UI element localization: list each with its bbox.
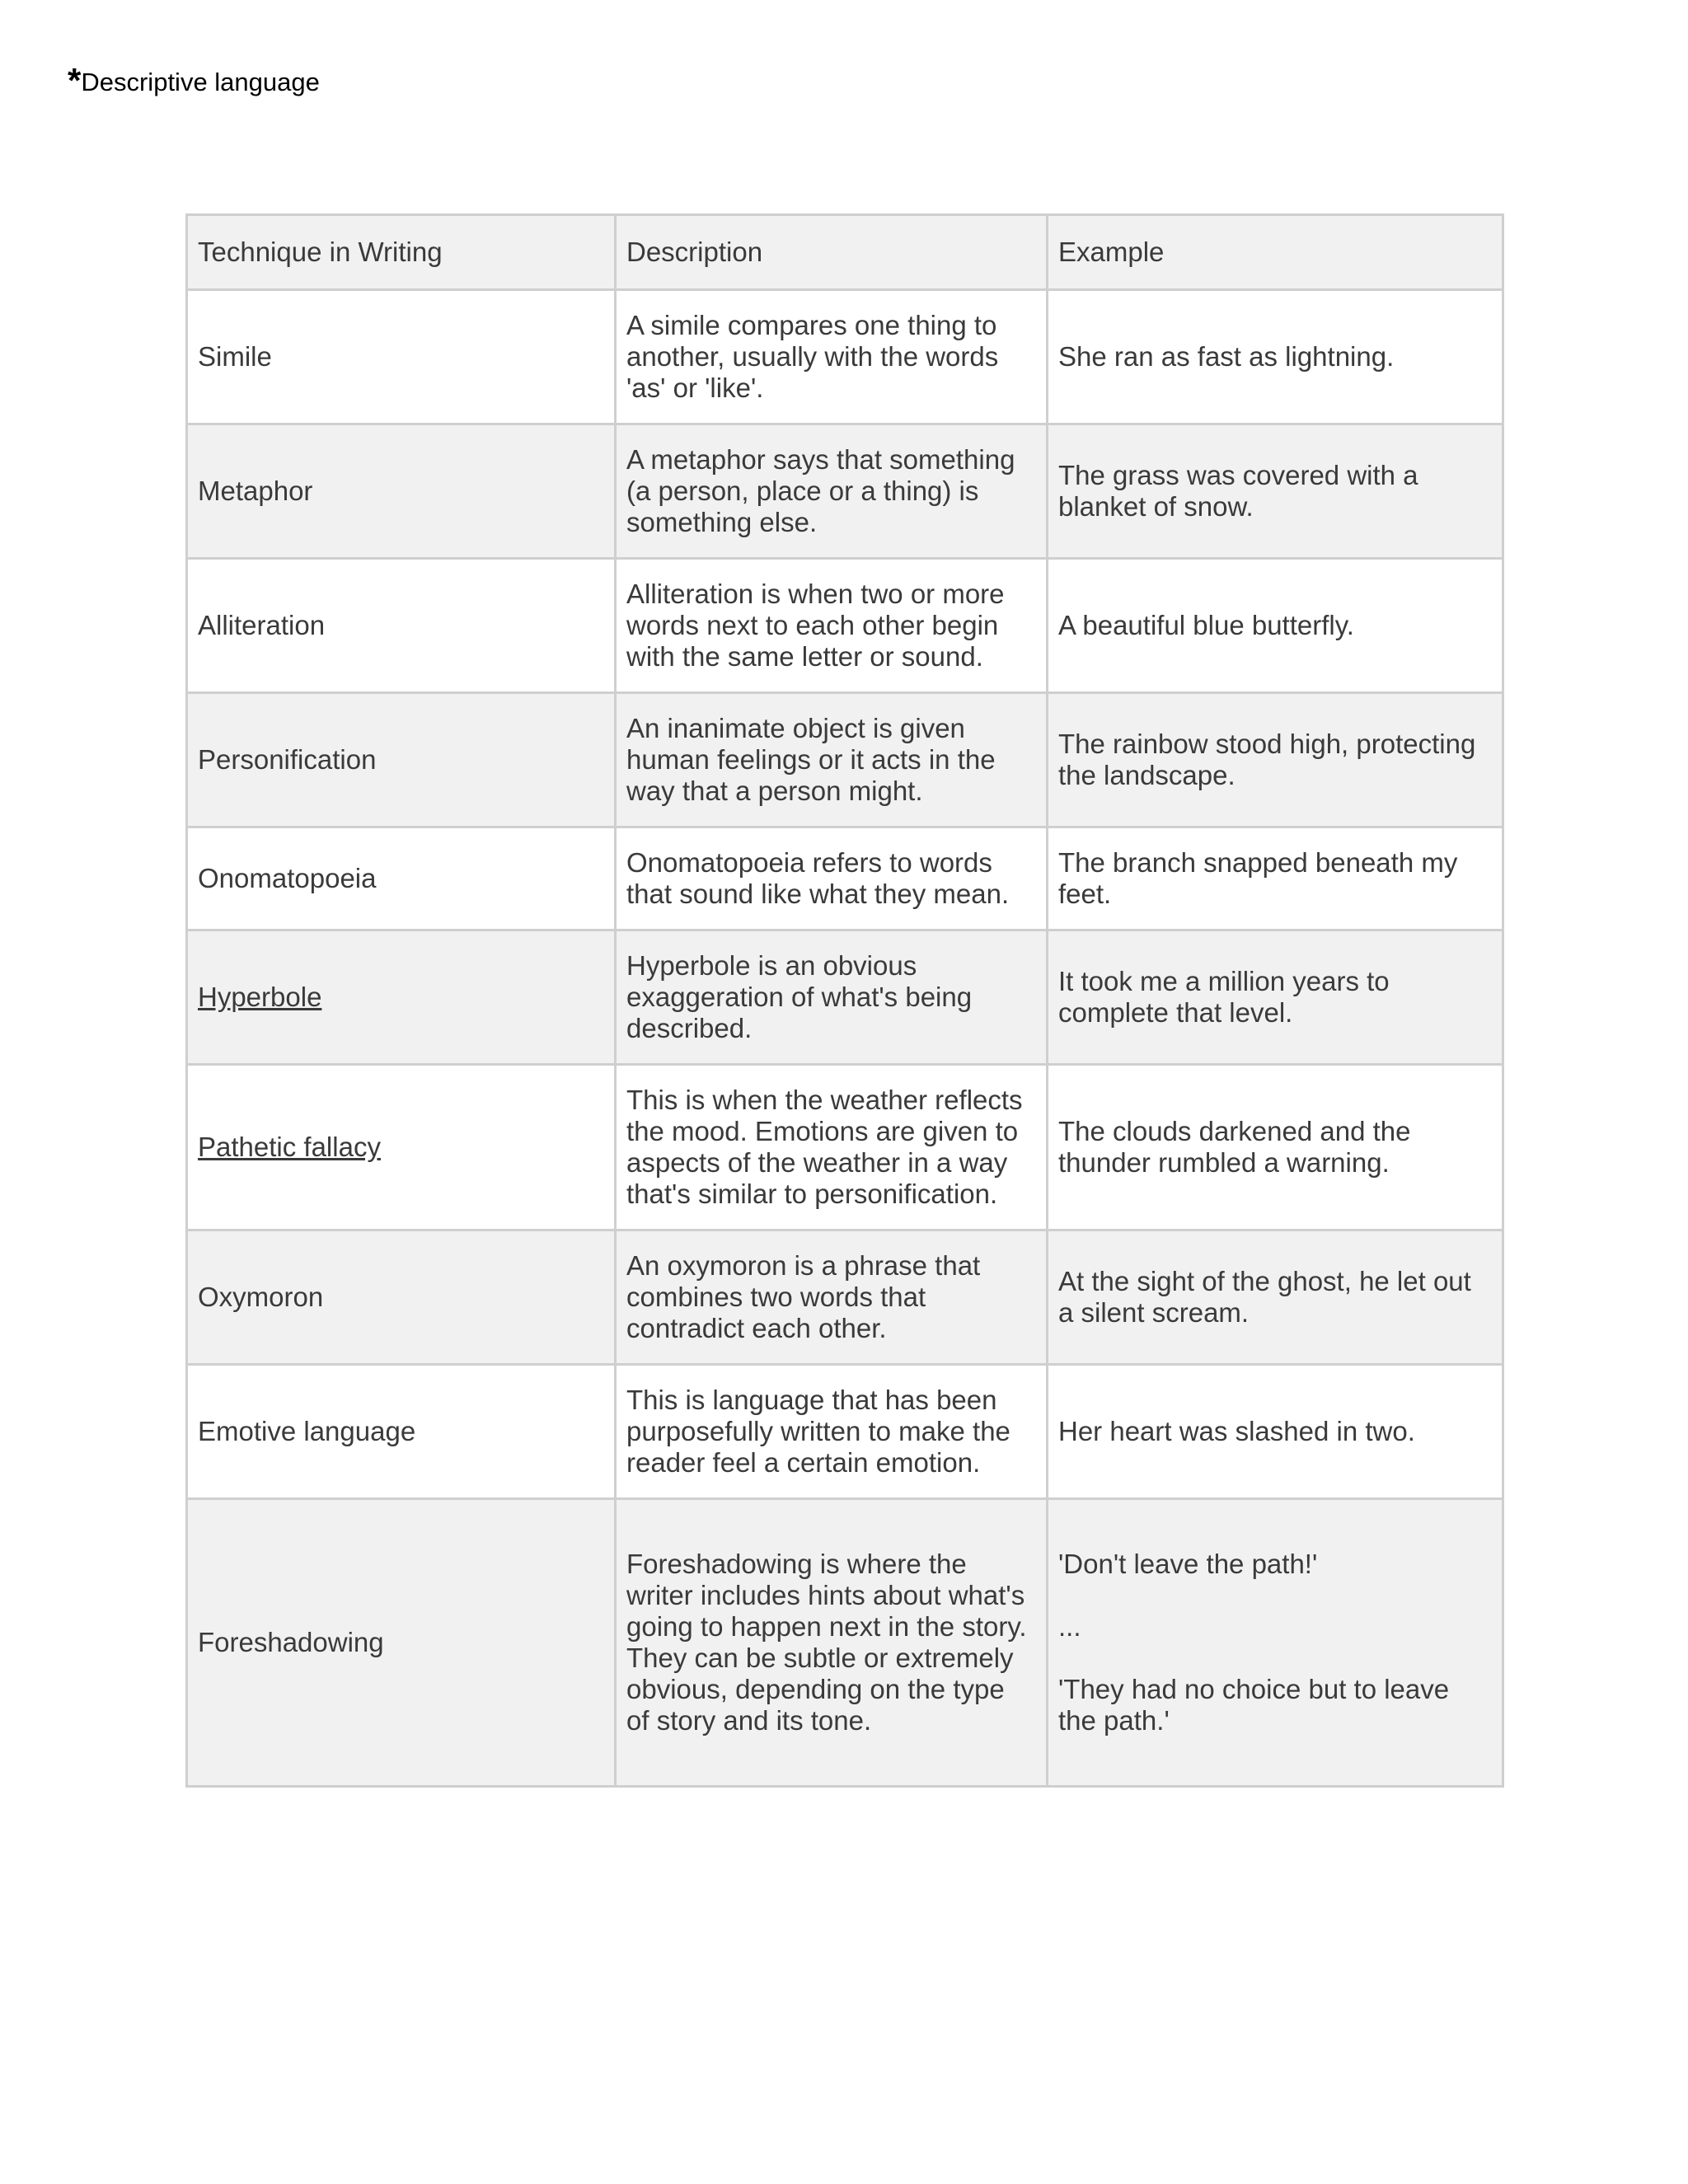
table-row [187, 1230, 1503, 1365]
technique-cell: Foreshadowing [187, 1499, 616, 1787]
example-cell: She ran as fast as lightning. [1048, 290, 1503, 424]
table-row [187, 559, 1503, 693]
technique-link-pathetic-fallacy[interactable]: Pathetic fallacy [198, 1132, 381, 1162]
description-cell: Alliteration is when two or more words next to each other begin with the same letter or sound. [616, 559, 1048, 693]
description-cell: This is language that has been purposefully written to make the reader feel a certain emotion. [616, 1365, 1048, 1499]
description-cell: An oxymoron is a phrase that combines two words that contradict each other. [616, 1230, 1048, 1365]
description-cell: This is when the weather reflects the mood. Emotions are given to aspects of the weather in a way that's similar to personification. [616, 1065, 1048, 1230]
table-row [187, 1499, 1503, 1787]
header-example: Example [1048, 215, 1503, 290]
technique-link-hyperbole[interactable]: Hyperbole [198, 982, 322, 1012]
example-cell: The clouds darkened and the thunder rumbled a warning. [1048, 1065, 1503, 1230]
table-row [187, 424, 1503, 559]
example-cell: The grass was covered with a blanket of snow. [1048, 424, 1503, 559]
example-cell: The branch snapped beneath my feet. [1048, 827, 1503, 930]
example-line: 'They had no choice but to leave the path.' [1058, 1674, 1450, 1736]
description-cell: A metaphor says that something (a person, place or a thing) is something else. [616, 424, 1048, 559]
technique-cell: Onomatopoeia [187, 827, 616, 930]
page-title-text: Descriptive language [81, 68, 320, 96]
techniques-table [185, 213, 1504, 1788]
example-cell: It took me a million years to complete that level. [1048, 930, 1503, 1065]
table-row [187, 1365, 1503, 1499]
description-cell: A simile compares one thing to another, usually with the words 'as' or 'like'. [616, 290, 1048, 424]
table-row [187, 827, 1503, 930]
description-cell: Hyperbole is an obvious exaggeration of what's being described. [616, 930, 1048, 1065]
table-row [187, 930, 1503, 1065]
header-technique: Technique in Writing [187, 215, 616, 290]
table-header-row [187, 215, 1503, 290]
example-cell: A beautiful blue butterfly. [1048, 559, 1503, 693]
example-cell: Her heart was slashed in two. [1048, 1365, 1503, 1499]
technique-cell: Simile [187, 290, 616, 424]
table-row [187, 1065, 1503, 1230]
description-cell: An inanimate object is given human feelings or it acts in the way that a person might. [616, 693, 1048, 827]
table-row [187, 290, 1503, 424]
table-row [187, 693, 1503, 827]
page-title [68, 59, 320, 99]
header-description: Description [616, 215, 1048, 290]
example-line: 'Don't leave the path!' [1058, 1549, 1318, 1579]
example-cell [1048, 1499, 1503, 1787]
example-line: ... [1058, 1611, 1081, 1642]
technique-cell: Emotive language [187, 1365, 616, 1499]
technique-cell: Personification [187, 693, 616, 827]
technique-cell: Oxymoron [187, 1230, 616, 1365]
example-cell: At the sight of the ghost, he let out a silent scream. [1048, 1230, 1503, 1365]
description-cell: Foreshadowing is where the writer includes hints about what's going to happen next in the story. They can be subtle or extremely obvious, depending on the type of story and its tone. [616, 1499, 1048, 1787]
technique-cell: Alliteration [187, 559, 616, 693]
example-cell: The rainbow stood high, protecting the landscape. [1048, 693, 1503, 827]
heading-asterisk: * [68, 61, 82, 100]
technique-cell [187, 930, 616, 1065]
description-cell: Onomatopoeia refers to words that sound like what they mean. [616, 827, 1048, 930]
technique-cell [187, 1065, 616, 1230]
technique-cell: Metaphor [187, 424, 616, 559]
